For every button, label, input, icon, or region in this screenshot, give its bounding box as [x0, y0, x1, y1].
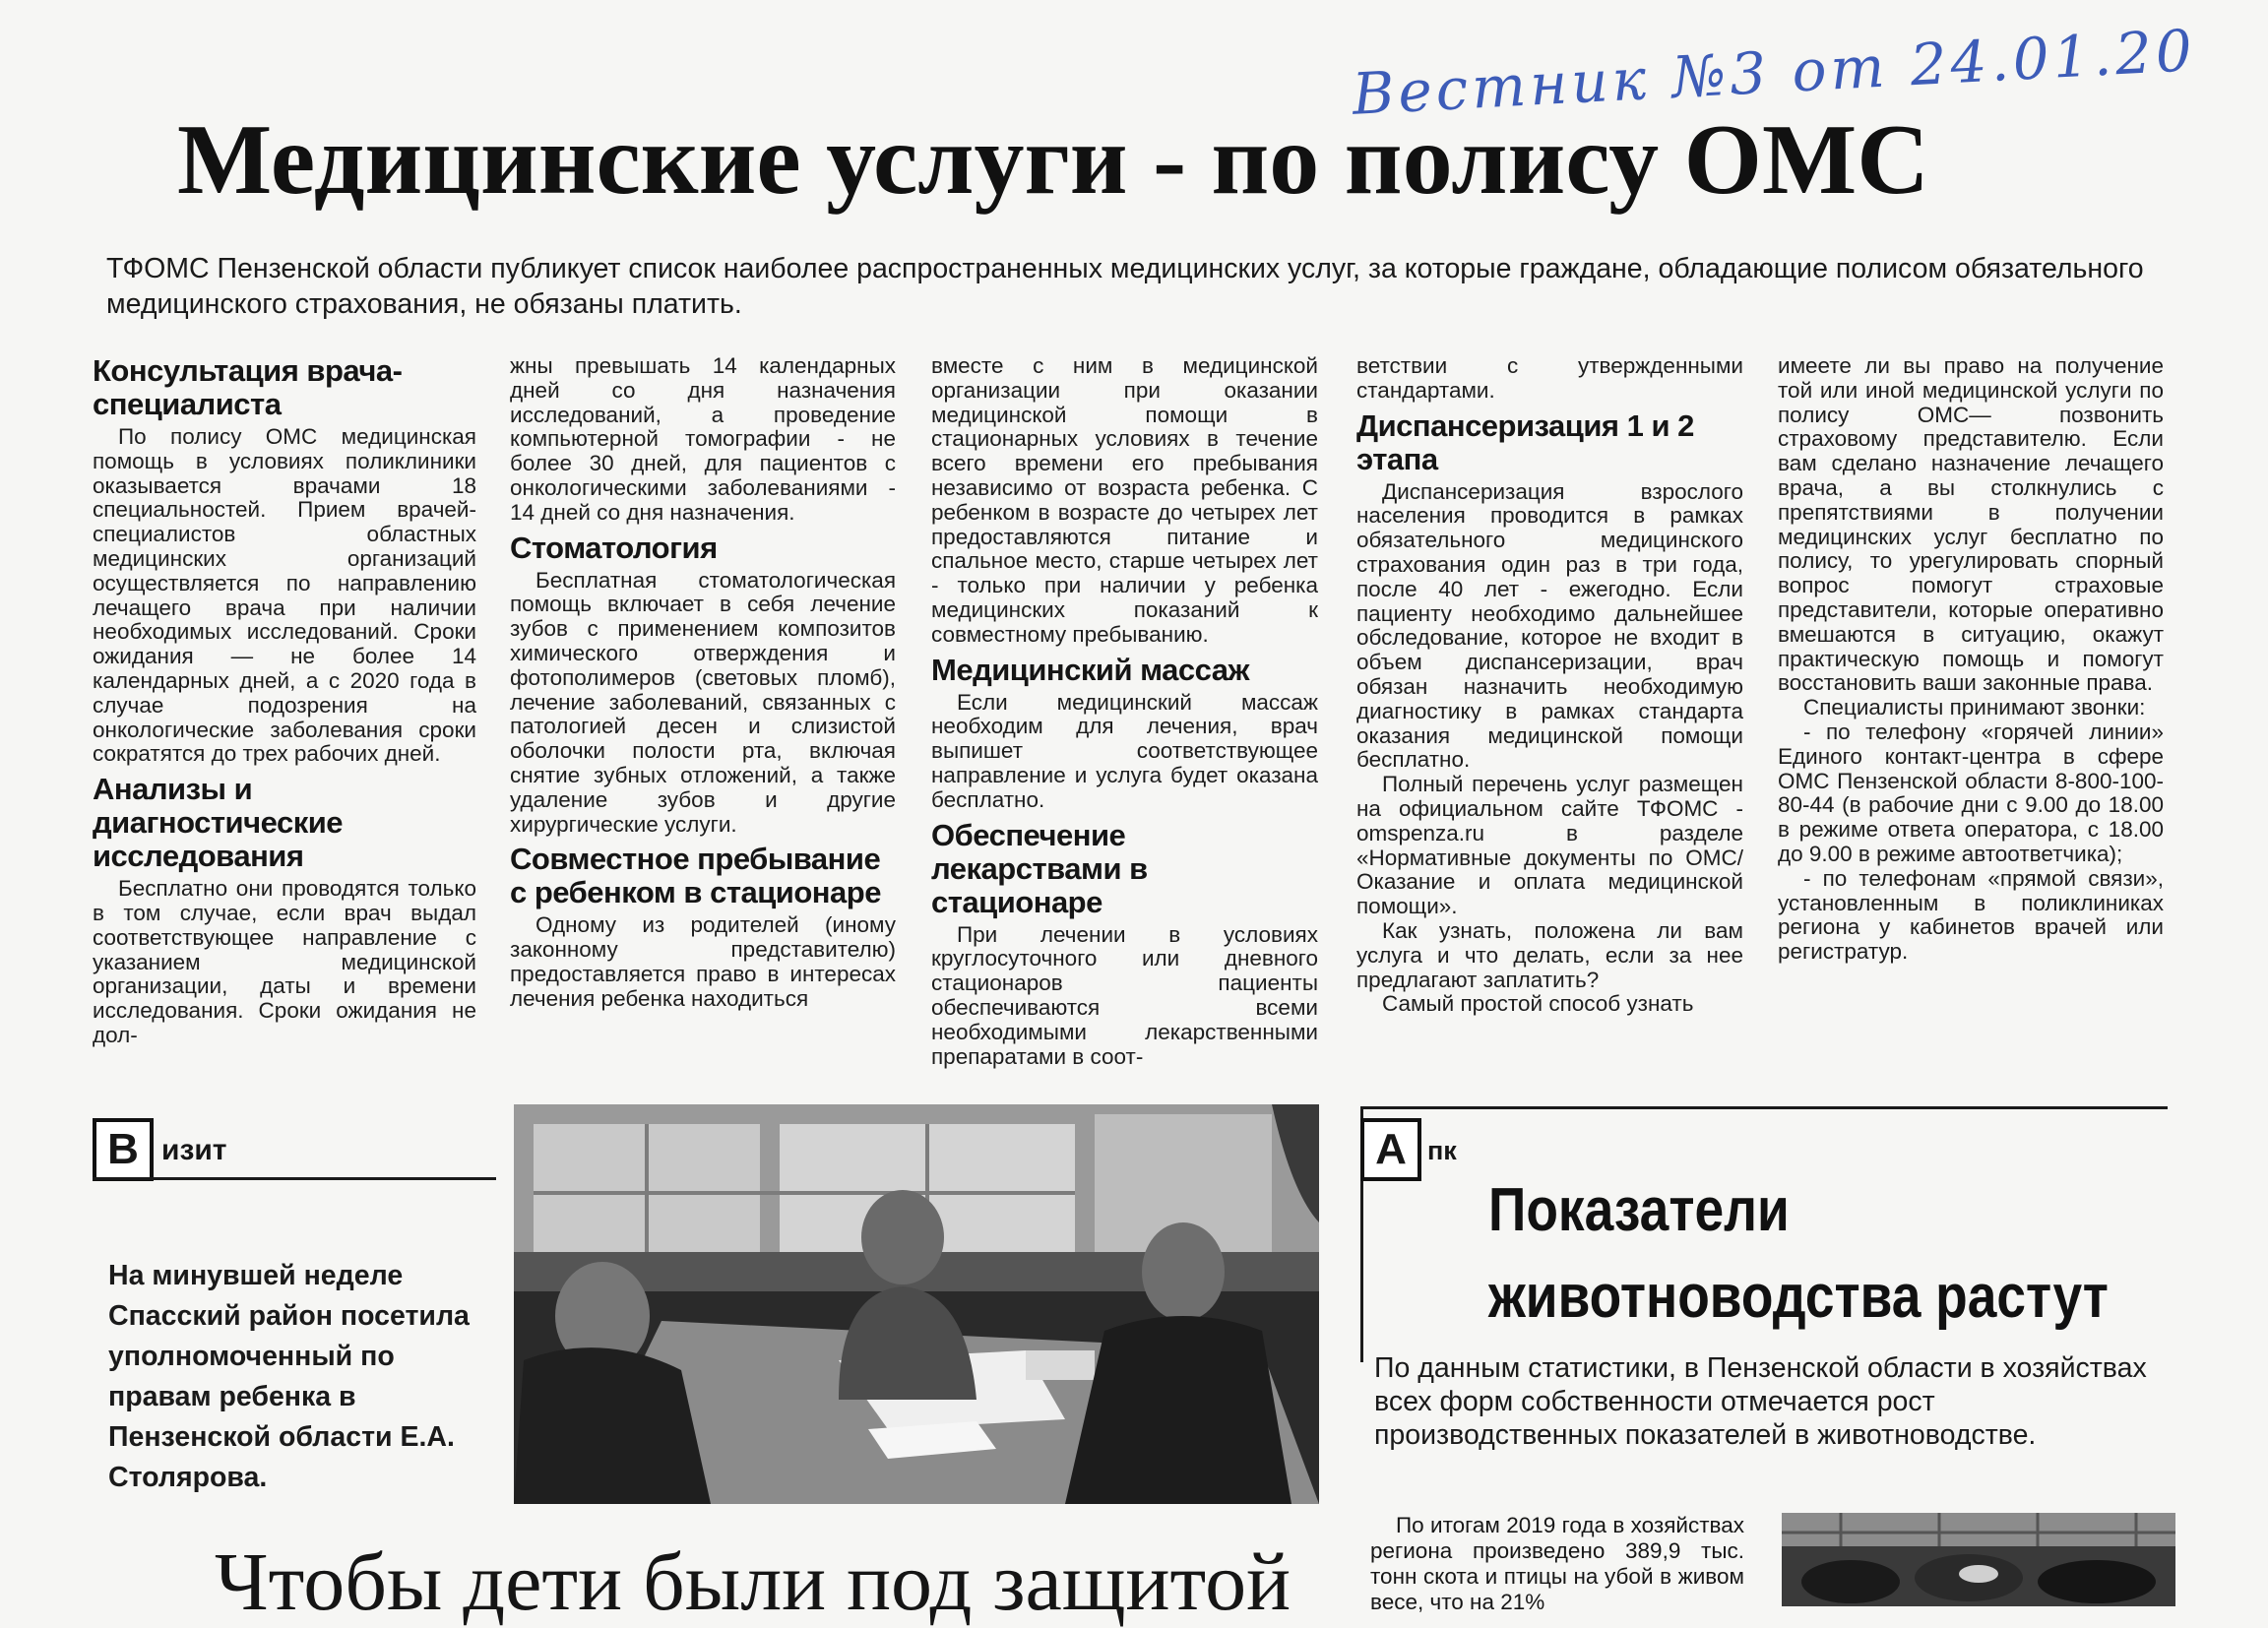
apk-lead: По данным статистики, в Пензенской области в хозяйствах всех форм собственности отмечается рост производственных показателей в животноводстве.: [1374, 1352, 2147, 1451]
paragraph: Как узнать, положена ли вам услуга и что делать, если за нее предлагают заплатить?: [1356, 917, 1743, 992]
article-title: Медицинские услуги - по полису ОМС: [177, 104, 1929, 216]
paragraph: - по телефонам «прямой связи», установленным в поликлиниках региона у кабинетов врачей или регистратур.: [1778, 865, 2164, 965]
paragraph: Одному из родителей (иному законному представителю) предоставляется право в интересах лечения ребенка находиться: [510, 912, 896, 1011]
paragraph: Если медицинский массаж необходим для лечения, врач выпишет соответствующее направление и услуга будет оказана бесплатно.: [931, 689, 1318, 812]
section-heading-consultation: Консультация врача-специалиста: [93, 353, 403, 421]
visit-photo: [514, 1104, 1319, 1504]
apk-headline: [1488, 1167, 2109, 1341]
article-column-5: [1778, 354, 2164, 1053]
next-article-headline: Чтобы дети были под защитой: [215, 1536, 1292, 1628]
paragraph: При лечении в условиях круглосуточного или дневного стационаров пациенты обеспечиваются всеми необходимыми лекарственными препаратами в соот-: [931, 921, 1318, 1069]
section-rubric-letter: В: [93, 1118, 154, 1181]
paragraph: Полный перечень услуг размещен на официальном сайте ТФОМС - omspenza.ru в разделе «Нормативные документы по ОМС/ Оказание и оплата медицинской помощи».: [1356, 772, 1743, 919]
section-heading-massage: Медицинский массаж: [931, 652, 1249, 687]
handwritten-issue-note: Вестник №3 от 24.01.20: [1351, 17, 2198, 128]
section-rubric-word: пк: [1427, 1136, 1457, 1165]
paragraph: По итогам 2019 года в хозяйствах региона произведено 389,9 тыс. тонн скота и птицы на убой в живом весе, что на 21%: [1370, 1513, 1744, 1614]
paragraph: По полису ОМС медицинская помощь в условиях поликлиники оказывается врачами 18 специальностей. Прием врачей-специалистов областных медицинских организаций осуществляется по направлению лечащего врача при наличии необходимых исследований. Сроки ожидания — не более 14 календарных дней, а с 2020 года в случае подозрения на онкологические заболевания сроки сократятся до трех рабочих дней.: [93, 424, 476, 767]
section-rubric-letter: А: [1360, 1118, 1421, 1181]
article-column-1: [93, 354, 476, 1053]
section-rule: [93, 1177, 496, 1180]
apk-body: [1370, 1513, 1744, 1614]
paragraph: ветствии с утвержденными стандартами.: [1356, 353, 1743, 403]
apk-headline-line-1: Показатели: [1488, 1176, 1790, 1244]
paragraph: Диспансеризация взрослого населения проводится в рамках обязательного медицинского страхования один раз в три года, после 40 лет - ежегодно. Если пациенту необходимо дальнейшее обследование, которое не входит в объем диспансеризации, врач обязан назначить необходимую диагностику в рамках стандарта оказания медицинской помощи бесплатно.: [1356, 478, 1743, 773]
paragraph: вместе с ним в медицинской организации при оказании медицинской помощи в стационарных условиях в течение всего времени его пребывания независимо от возраста ребенка. С ребенком в возрасте до четырех лет предоставляются питание и спальное место, старше четырех лет - только при наличии у ребенка медицинских показаний к совместному пребыванию.: [931, 353, 1318, 647]
paragraph: Самый простой способ узнать: [1382, 991, 1694, 1017]
section-heading-dispensary: Диспансеризация 1 и 2 этапа: [1356, 407, 1694, 476]
article-column-2: [510, 354, 896, 1053]
apk-headline-line-2: животноводства растут: [1488, 1263, 2109, 1331]
paragraph: жны превышать 14 календарных дней со дня назначения исследований, а проведение компьютерной томографии - не более 30 дней, для пациентов с онкологическими заболеваниями - 14 дней со дня назначения.: [510, 353, 896, 525]
article-lead: ТФОМС Пензенской области публикует список наиболее распространенных медицинских услуг, за которые граждане, обладающие полисом обязательного медицинского страхования, не обязаны платить.: [106, 253, 2144, 320]
section-heading-analyses: Анализы и диагностические исследования: [93, 772, 344, 874]
article-column-4: [1356, 354, 1743, 1053]
paragraph: - по телефону «горячей линии» Единого контакт-центра в сфере ОМС Пензенской области 8-800-100-80-44 (в рабочие дни с 9.00 до 18.00 в режиме ответа оператора, с 18.00 до 9.00 в режиме автоответчика);: [1778, 719, 2164, 866]
paragraph: Бесплатно они проводятся только в том случае, если врач выдал соответствующее направление с указанием медицинской организации, даты и времени исследования. Сроки ожидания не дол-: [93, 876, 476, 1047]
section-heading-medicines: Обеспечение лекарствами в стационаре: [931, 817, 1148, 919]
paragraph: имеете ли вы право на получение той или иной медицинской услуги по полису ОМС— позвонить страховому представителю. Если вам сделано назначение лечащего врача, а вы столкнулись с препятствиями в получении медицинских услуг бесплатно по полису, то урегулировать спорный вопрос помогут страховые представители, которые оперативно вмешаются в ситуацию, окажут практическую помощь и помогут восстановить ваши законные права.: [1778, 353, 2164, 696]
paragraph: Специалисты принимают звонки:: [1803, 695, 2146, 720]
article-column-3: [931, 353, 1318, 1069]
livestock-photo: [1782, 1513, 2175, 1606]
section-rubric-word: изит: [161, 1134, 227, 1166]
section-rule: [1360, 1106, 2168, 1109]
section-heading-dentistry: Стоматология: [510, 530, 718, 565]
section-heading-stay-with-child: Совместное пребывание с ребенком в стационаре: [510, 842, 881, 910]
paragraph: Бесплатная стоматологическая помощь включает в себя лечение зубов с применением композитов химического отверждения и фотополимеров (световых пломб), лечение заболеваний, связанных с патологией десен и слизистой оболочки полости рта, включая снятие зубных отложений, а также удаление зубов и другие хирургические услуги.: [510, 567, 896, 837]
visit-text: На минувшей неделе Спасский район посетила уполномоченный по правам ребенка в Пензенской области Е.А. Столярова.: [108, 1260, 470, 1493]
